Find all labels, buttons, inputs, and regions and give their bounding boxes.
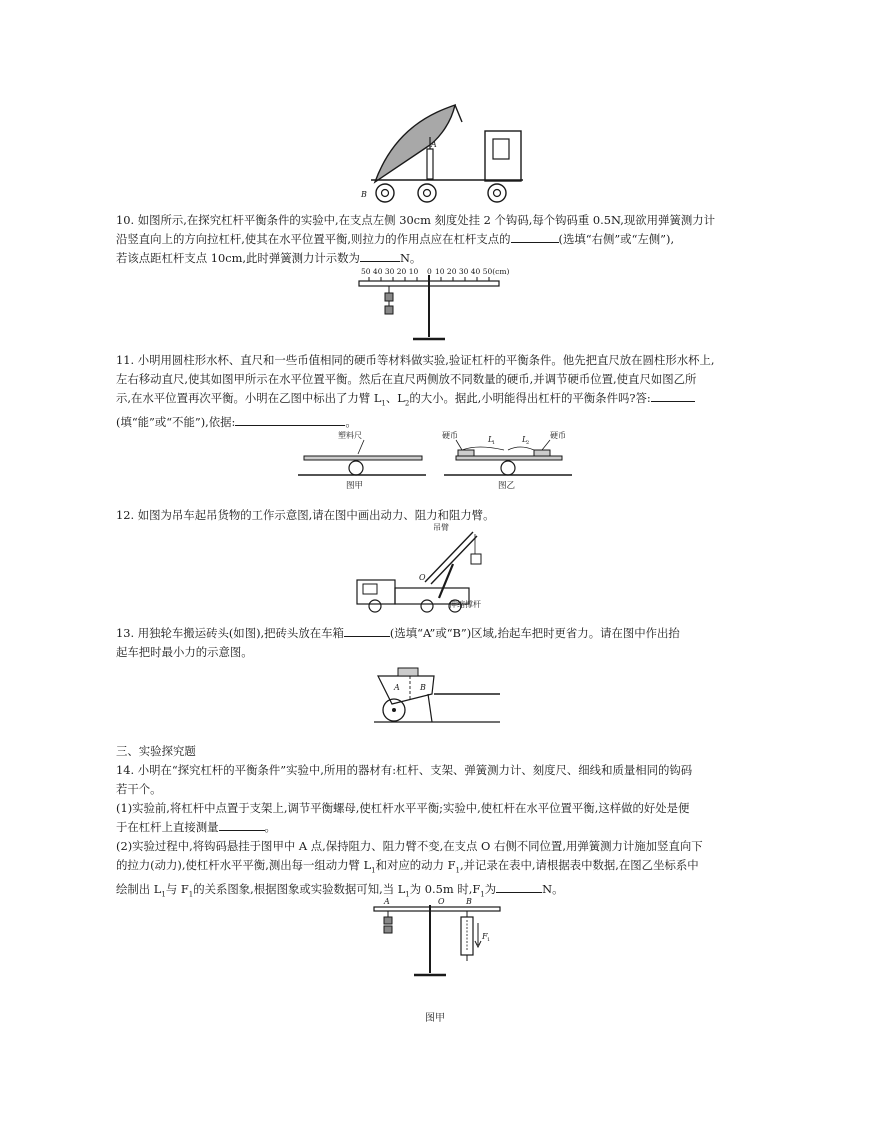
q14-line6b: 和对应的动力 F	[375, 858, 456, 872]
label-b: B	[361, 190, 367, 199]
q14-line4b: 。	[264, 820, 276, 834]
q13-line2: 起车把时最小力的示意图。	[116, 645, 253, 659]
question-14	[116, 761, 756, 905]
caption-fig-b: 图乙	[498, 481, 516, 491]
q14-line6-sub1: 1	[371, 866, 376, 875]
q14-line7c: 的关系图象,根据图象或实验数据可知,当 L	[193, 882, 406, 897]
label-a: A	[431, 140, 437, 149]
scale-left-label: 50 40 30 20 10	[361, 267, 419, 276]
q13-line1b: (选填“A”或“B”)区域,抬起车把时更省力。请在图中作出抬	[389, 626, 680, 640]
q14-line7a: 绘制出 L	[116, 882, 162, 897]
label-pivot-o: O	[419, 573, 426, 582]
q10-line3a: 若该点距杠杆支点 10cm,此时弹簧测力计示数为	[116, 251, 360, 265]
q13-blank-area[interactable]	[344, 624, 390, 637]
label-force-f: F	[482, 932, 488, 941]
q14-line3: (1)实验前,将杠杆中点置于支架上,调节平衡螺母,使杠杆水平平衡;实验中,使杠杆在水平位置平衡,这样做的好处是便	[116, 801, 690, 815]
q14-line6-sub2: 1	[455, 866, 460, 875]
label-point-b: B	[466, 897, 472, 906]
label-coin-left: 硬币	[442, 431, 458, 440]
label-zone-b: B	[420, 683, 426, 692]
q11-line3c: 的大小。据此,小明能得出杠杆的平衡条件吗?答:	[409, 391, 651, 405]
section-3-heading: 三、实验探究题	[116, 744, 196, 758]
label-coin-right: 硬币	[550, 431, 566, 440]
q11-line3b: 、L	[385, 391, 405, 405]
q14-blank-measure[interactable]	[219, 818, 265, 831]
figure-ruler-cup	[298, 428, 573, 500]
q11-line1: 11. 小明用圆柱形水杯、直尺和一些币值相同的硬币等材料做实验,验证杠杆的平衡条件。他先把直尺放在圆柱形水杯上,	[116, 353, 715, 367]
figure-truck-lever	[355, 97, 535, 207]
label-ruler: 塑料尺	[338, 431, 362, 440]
q11-line4b: 。	[345, 415, 357, 430]
q10-line2a: 沿竖直向上的方向拉杠杆,使其在水平位置平衡,则拉力的作用点应在杠杆支点的	[116, 232, 511, 246]
q11-line3a: 示,在水平位置再次平衡。小明在乙图中标出了力臂 L	[116, 391, 382, 405]
q14-line7-sub4: 1	[480, 890, 485, 899]
q11-blank-answer[interactable]	[651, 389, 695, 402]
q14-line7e: 为	[484, 882, 497, 897]
caption-fig-a: 图甲	[346, 481, 364, 491]
q14-line5: (2)实验过程中,将钩码悬挂于图甲中 A 点,保持阻力、阻力臂不变,在支点 O 右侧不同位置,用弹簧测力计施加竖直向下	[116, 839, 703, 853]
q10-blank-side[interactable]	[511, 230, 559, 243]
q14-line2: 若干个。	[116, 782, 162, 796]
scale-zero-label: 0	[427, 267, 432, 276]
q14-line7-sub1: 1	[161, 890, 166, 899]
q11-sub2: 2	[404, 399, 410, 408]
q14-line4a: 于在杠杆上直接测量	[116, 820, 219, 834]
q11-line3	[116, 389, 756, 413]
q14-line7d: 为 0.5m 时,F	[409, 882, 481, 897]
q13-line1a: 13. 用独轮车搬运砖头(如图),把砖头放在车箱	[116, 626, 344, 640]
question-10	[116, 211, 756, 268]
q14-line7-sub3: 1	[405, 890, 410, 899]
q10-line2	[116, 230, 756, 249]
label-point-a: A	[384, 897, 390, 906]
q12-text: 12. 如图为吊车起吊货物的工作示意图,请在图中画出动力、阻力和阻力臂。	[116, 508, 495, 522]
label-l1-sub: 1	[492, 440, 496, 446]
q10-line2b: (选填“右侧”或“左侧”),	[558, 232, 675, 246]
q14-line7-sub2: 1	[188, 890, 194, 899]
figure-crane-truck	[355, 520, 555, 615]
label-zone-a: A	[394, 683, 400, 692]
scale-right-label: 10 20 30 40 50(cm)	[435, 267, 510, 276]
q11-line4a: (填“能”或“不能”),依据:	[116, 415, 236, 430]
label-crane-arm: 吊臂	[433, 523, 449, 532]
q10-line3b: N。	[399, 251, 422, 265]
question-11	[116, 351, 756, 432]
label-point-o: O	[438, 897, 445, 906]
q14-blank-force[interactable]	[496, 880, 542, 893]
figure-lever-scale	[355, 265, 525, 345]
q14-line7f: N。	[542, 882, 564, 897]
q14-line6	[116, 856, 756, 880]
q11-blank-reason[interactable]	[235, 413, 345, 426]
label-l2: L	[522, 435, 528, 444]
label-strut: 伸缩撑杆	[449, 600, 481, 609]
q13-line1	[116, 624, 756, 643]
caption-fig-jia: 图甲	[425, 1013, 445, 1024]
question-13	[116, 624, 756, 662]
q11-line2: 左右移动直尺,使其如图甲所示在水平位置平衡。然后在直尺两侧放不同数量的硬币,并调节硬币位置,使直尺如图乙所	[116, 372, 697, 386]
q10-line1: 10. 如图所示,在探究杠杆平衡条件的实验中,在支点左侧 30cm 刻度处挂 2 个钩码,每个钩码重 0.5N,现欲用弹簧测力计	[116, 213, 716, 227]
q14-line6a: 的拉力(动力),使杠杆水平平衡,测出每一组动力臂 L	[116, 858, 372, 872]
q14-line1: 14. 小明在“探究杠杆的平衡条件”实验中,所用的器材有:杠杆、支架、弹簧测力计、刻度尺、细线和质量相同的钩码	[116, 763, 693, 777]
figure-lever-spring-balance	[370, 895, 510, 985]
q11-sub1: 1	[381, 399, 386, 408]
figure-wheelbarrow	[374, 664, 504, 729]
label-l2-sub: 2	[526, 440, 530, 446]
q10-blank-force[interactable]	[360, 249, 400, 262]
q14-line4	[116, 818, 756, 837]
label-l1: L	[488, 435, 494, 444]
q14-line6c: ,并记录在表中,请根据表中数据,在图乙坐标系中	[459, 858, 699, 872]
q14-line7b: 与 F	[165, 882, 189, 897]
label-force-f-sub: 1	[487, 937, 491, 943]
